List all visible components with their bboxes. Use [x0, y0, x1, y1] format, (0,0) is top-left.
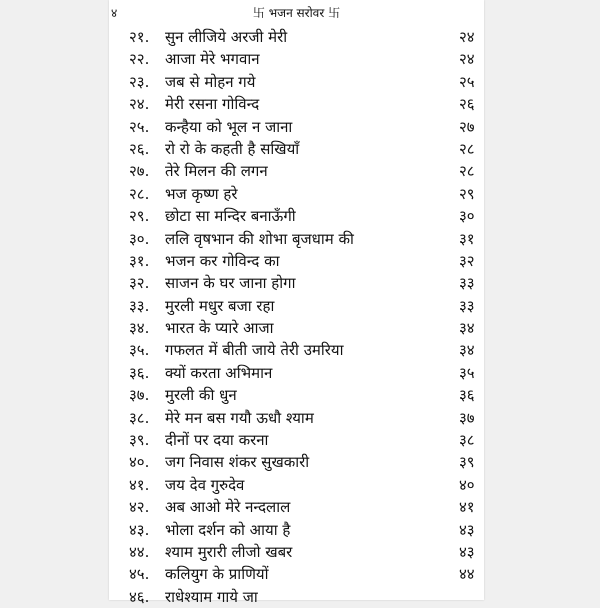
entry-page: २६: [459, 95, 475, 114]
toc-entry: [109, 160, 484, 182]
entry-page: २४: [459, 50, 475, 69]
entry-title: ललि वृषभान की शोभा बृजधाम की: [165, 229, 354, 248]
entry-number: ३२.: [129, 274, 150, 293]
entry-number: ३५.: [129, 341, 150, 360]
entry-page: ३४: [459, 319, 475, 338]
entry-page: ३३: [459, 274, 475, 293]
entry-page: ३५: [459, 363, 475, 382]
toc-entry: [109, 586, 484, 608]
entry-page: ३८: [459, 431, 475, 450]
entry-title: तेरे मिलन की लगन: [165, 162, 268, 181]
book-page: [109, 0, 484, 606]
entry-title: भारत के प्यारे आजा: [165, 319, 274, 338]
entry-title: साजन के घर जाना होगा: [165, 274, 296, 293]
entry-number: ४२.: [129, 498, 150, 517]
entry-page: ३७: [459, 408, 475, 427]
toc-entry: [109, 295, 484, 317]
entry-title: छोटा सा मन्दिर बनाऊँगी: [165, 207, 296, 226]
entry-number: २४.: [129, 95, 150, 114]
toc-entry: [109, 71, 484, 93]
toc-entry: [109, 474, 484, 496]
toc-entry: [109, 339, 484, 361]
toc-entry: [109, 138, 484, 160]
entry-title: मुरली की धुन: [165, 386, 237, 405]
entry-number: २५.: [129, 117, 150, 136]
entry-title: मेरी रसना गोविन्द: [165, 95, 260, 114]
toc-entry: [109, 541, 484, 563]
entry-title: सुन लीजिये अरजी मेरी: [165, 28, 288, 46]
entry-number: २९.: [129, 207, 150, 226]
toc-entry: [109, 93, 484, 115]
entry-title: भज कृष्ण हरे: [165, 184, 238, 203]
page-number: ४: [111, 6, 118, 20]
entry-page: २९: [459, 184, 475, 203]
toc-entry: [109, 496, 484, 518]
entry-number: ४१.: [129, 475, 150, 494]
entry-title: रो रो के कहती है सखियाँ: [165, 139, 300, 158]
toc-entry: [109, 362, 484, 384]
entry-number: ३७.: [129, 386, 150, 405]
entry-title: क्यों करता अभिमान: [165, 363, 273, 382]
entry-title: दीनों पर दया करना: [165, 431, 269, 450]
entry-title: भोला दर्शन को आया है: [165, 520, 291, 539]
entry-page: ३९: [459, 453, 475, 472]
entry-title: राधेश्याम गाये जा: [165, 587, 258, 606]
entry-page: ३१: [459, 229, 475, 248]
toc-entry: [109, 451, 484, 473]
entry-title: गफलत में बीती जाये तेरी उमरिया: [165, 341, 344, 360]
toc-entry: [109, 519, 484, 541]
running-title: 卐 भजन सरोवर 卐: [252, 6, 341, 20]
toc-entry: [109, 48, 484, 70]
entry-title: मेरे मन बस गयौ ऊधौ श्याम: [165, 408, 314, 427]
entry-page: २४: [459, 28, 475, 46]
entry-page: ४१: [459, 498, 475, 517]
entry-title: जग निवास शंकर सुखकारी: [165, 453, 310, 472]
entry-title: अब आओ मेरे नन्दलाल: [165, 498, 291, 517]
entry-number: ३०.: [129, 229, 150, 248]
entry-title: कन्हैया को भूल न जाना: [165, 117, 293, 136]
entry-number: ३४.: [129, 319, 150, 338]
toc-entry: [109, 272, 484, 294]
entry-title: कलियुग के प्राणियों: [165, 565, 269, 584]
entry-title: जय देव गुरुदेव: [165, 475, 245, 494]
entry-number: ४६.: [129, 587, 150, 606]
entry-page: ३३: [459, 296, 475, 315]
toc-entry: [109, 317, 484, 339]
table-of-contents: [109, 26, 484, 608]
entry-title: मुरली मधुर बजा रहा: [165, 296, 275, 315]
entry-number: २२.: [129, 50, 150, 69]
entry-page: ३४: [459, 341, 475, 360]
entry-title: आजा मेरे भगवान: [165, 50, 260, 69]
toc-entry: [109, 250, 484, 272]
toc-entry: [109, 228, 484, 250]
toc-entry: [109, 205, 484, 227]
entry-number: ३६.: [129, 363, 150, 382]
entry-number: ४५.: [129, 565, 150, 584]
entry-page: ४३: [459, 542, 475, 561]
entry-number: २३.: [129, 72, 150, 91]
entry-page: ४०: [459, 475, 475, 494]
entry-number: ४३.: [129, 520, 150, 539]
entry-number: २१.: [129, 28, 150, 46]
entry-title: भजन कर गोविन्द का: [165, 251, 280, 270]
entry-number: ३९.: [129, 431, 150, 450]
entry-page: ३६: [459, 386, 475, 405]
entry-number: ३१.: [129, 251, 150, 270]
entry-number: ४४.: [129, 542, 150, 561]
entry-page: २५: [459, 72, 475, 91]
toc-entry: [109, 429, 484, 451]
entry-page: २८: [459, 139, 475, 158]
toc-entry: [109, 407, 484, 429]
toc-entry: [109, 563, 484, 585]
entry-number: २७.: [129, 162, 150, 181]
entry-page: ३२: [459, 251, 475, 270]
entry-page: ३०: [459, 207, 475, 226]
entry-number: २८.: [129, 184, 150, 203]
entry-page: २७: [459, 117, 475, 136]
entry-number: ४०.: [129, 453, 150, 472]
entry-number: ३३.: [129, 296, 150, 315]
entry-number: २६.: [129, 139, 150, 158]
entry-title: श्याम मुरारी लीजो खबर: [165, 542, 293, 561]
toc-entry: [109, 116, 484, 138]
entry-page: ४३: [459, 520, 475, 539]
entry-title: जब से मोहन गये: [165, 72, 256, 91]
entry-number: ३८.: [129, 408, 150, 427]
entry-page: ४४: [459, 565, 475, 584]
toc-entry: [109, 183, 484, 205]
entry-page: २८: [459, 162, 475, 181]
toc-entry: [109, 26, 484, 48]
toc-entry: [109, 384, 484, 406]
page-header: [109, 4, 484, 22]
